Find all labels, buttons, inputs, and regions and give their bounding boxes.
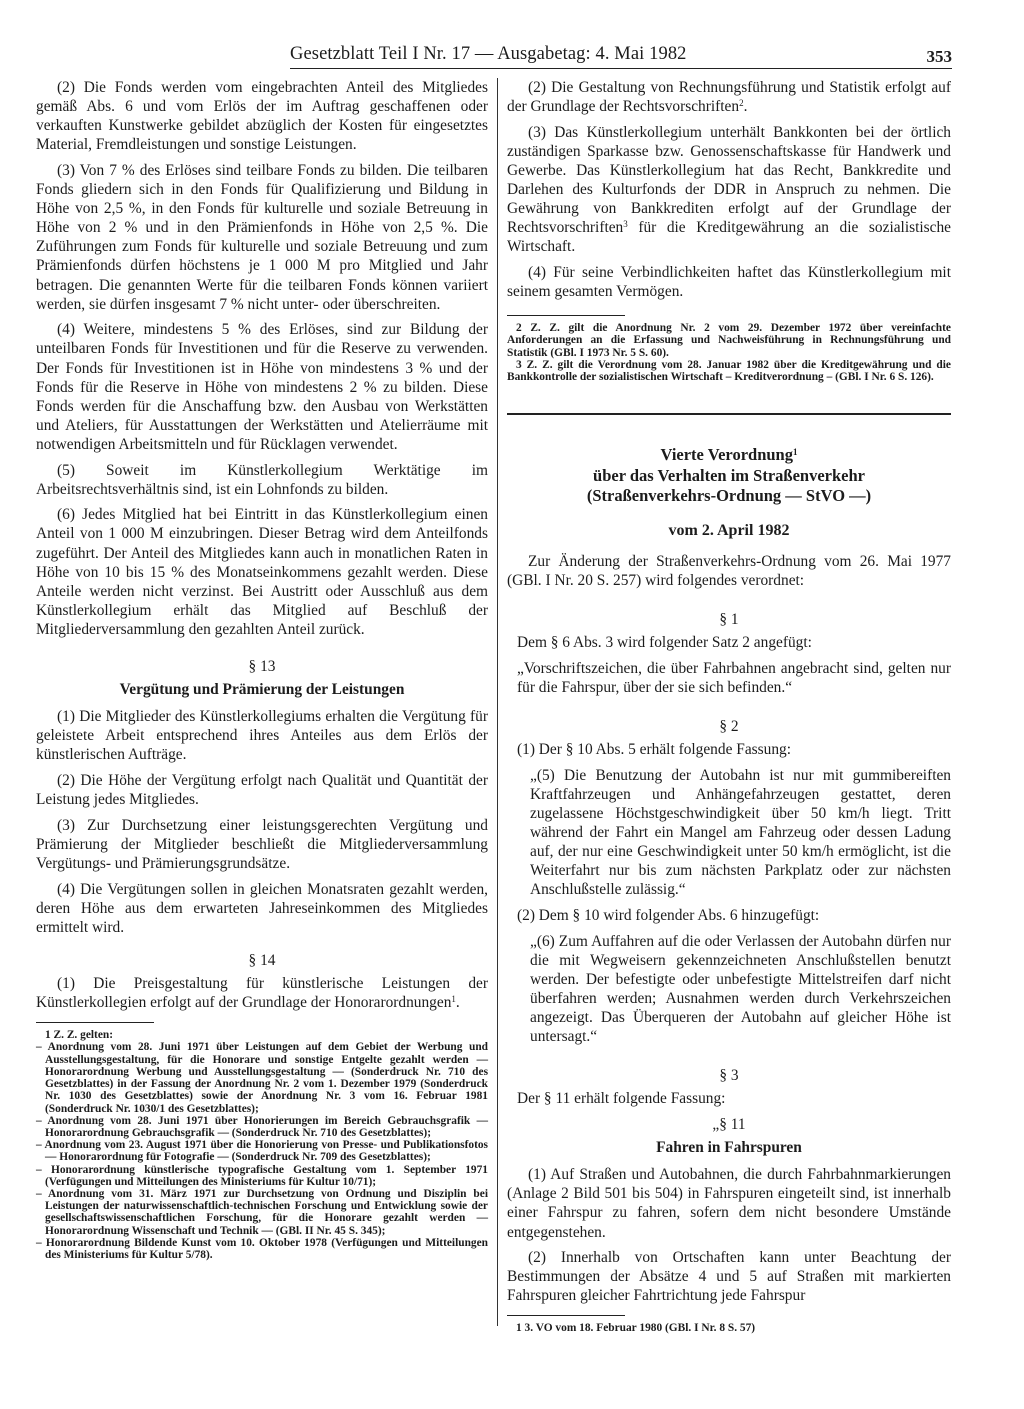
paragraph [507,123,951,257]
section-heading-11: „§ 11 [712,1116,746,1134]
column-divider [497,78,498,1326]
footnote-rule [36,1022,154,1023]
section-heading-3: § 3 [719,1067,739,1085]
footnote: – Anordnung vom 31. März 1971 zur Durchsetzung von Ordnung und Disziplin bei Leistungen der naturwissenschaftlich-technischen Forschung und Entwicklung sowie der gesellschaftswissenschaftlichen Forschung, für die Honorare gezahlt werden — Honorarordnung Wissenschaft und Technik — (GBl. II Nr. 45 S. 345); [36,1187,488,1237]
decree-separator [507,413,951,415]
footnote: 2 Z. Z. gilt die Anordnung Nr. 2 vom 29. Dezember 1972 über vereinfachte Anforderungen an die Erfassung und Nachweisführung in Rechnungsführung und Statistik (GBl. I 1973 Nr. 5 S. 60). [507,322,951,359]
left-column [36,78,488,1261]
footnotes-right [507,322,951,383]
header-rule [290,68,952,69]
paragraph-end: . [743,98,748,116]
footnote: – Honorarordnung künstlerische typografische Gestaltung vom 1. September 1971 (Verfügungen und Mitteilungen des Ministeriums für Kultur 10/71); [36,1163,488,1188]
footnote: 1 Z. Z. gelten: [45,1029,114,1042]
footnote-ref: 2 [739,98,744,109]
paragraph: (1) Der § 10 Abs. 5 erhält folgende Fassung: [517,741,791,759]
section-title-11: Fahren in Fahrspuren [656,1139,802,1157]
footnote: – Anordnung vom 28. Juni 1971 über Honorierungen im Bereich Gebrauchsgrafik — Honorarordnung Gebrauchsgrafik — (Sonderdruck Nr. 710 des Gesetzblattes); [36,1114,488,1139]
decree-title-line: über das Verhalten im Straßenverkehr [593,465,865,485]
footnote-ref: 1 [451,994,456,1005]
footnote-ref: 1 [792,447,798,458]
paragraph-end: . [455,994,460,1012]
footnote: – Anordnung vom 23. August 1971 über die Honorierung von Presse- und Publikationsfotos — Honorarordnung für Fotografie — (Sonderdruck Nr. 709 des Gesetzblattes); [36,1139,488,1164]
section-heading-2: § 2 [719,717,739,735]
section-heading-13: § 13 [248,658,276,675]
section-title-13: Vergütung und Prämierung der Leistungen [119,681,405,699]
paragraph: Dem § 6 Abs. 3 wird folgender Satz 2 angefügt: [517,634,812,652]
decree-title [507,445,951,466]
paragraph-text: (2) Die Gestaltung von Rechnungsführung und Statistik erfolgt auf der Grundlage der Rechtsvorschriften [507,79,951,116]
paragraph: (4) Die Vergütungen sollen in gleichen Monatsraten gezahlt werden, deren Höhe aus dem erwarteten Jahreseinkommen des Mitgliedes ermittelt wird. [36,880,488,936]
paragraph: „(6) Zum Auffahren auf die oder Verlassen der Autobahn dürfen nur die mit Wegweisern gekennzeichneten Anschlußstellen benutzt werden. Der befestigte oder unbefestigte Mittelstreifen darf nicht überfahren werden; Ausnahmen werden durch Verkehrszeichen angezeigt. Das Überqueren der Autobahn auf gleicher Höhe ist untersagt.“ [530,932,951,1046]
page-header [290,44,952,68]
paragraph: (4) Weitere, mindestens 5 % des Erlöses, sind zur Bildung der unteilbaren Fonds für Investitionen und für die Reserve zu verwenden. Der Fonds für Investitionen ist in Höhe von mindestens 3 % und der Fonds für die Reserve in Höhe von mindestens 2 % zu bilden. Diese Fonds werden für die Anschaffung bzw. den Ausbau von Werkstätten und Ateliers, für Ausstattungen der Werkstätten und Atelierräume mit notwendigen Arbeitsmitteln und für Rücklagen verwendet. [36,321,488,453]
paragraph: (1) Die Mitglieder des Künstlerkollegiums erhalten die Vergütung für geleistete Arbeit entsprechend ihres Anteiles aus dem Erlös der künstlerischen Aufträge. [36,708,488,764]
paragraph: (2) Die Höhe der Vergütung erfolgt nach Qualität und Quantität der Leistung jedes Mitgliedes. [36,772,488,809]
footnote: – Anordnung vom 28. Juni 1971 über Leistungen auf dem Gebiet der Werbung und Ausstellungsgestaltung, für die Honorare und sonstige Entgelte gezahlt werden — Honorarordnung Werbung und Ausstellungsgestaltung — (Sonderdruck Nr. 710 des Gesetzblattes) in der Fassung der Anordnung Nr. 2 vom 1. Dezember 1979 (Sonderdruck Nr. 1030 des Gesetzblattes) sowie der Anordnung Nr. 3 vom 16. Februar 1981 (Sonderdruck Nr. 1030/1 des Gesetzblattes); [36,1041,488,1115]
paragraph-text: (1) Die Preisgestaltung für künstlerische Leistungen der Künstlerkollegien erfolgt auf der Grundlage der Honorarordnungen [36,975,488,1012]
paragraph [507,78,951,116]
header-title: Gesetzblatt Teil I Nr. 17 — Ausgabetag: 4. Mai 1982 [290,44,687,64]
footnotes-decree [507,1322,951,1334]
paragraph: (5) Soweit im Künstlerkollegium Werktätige im Arbeitsrechtsverhältnis sind, ist ein Lohnfonds zu bilden. [36,461,488,498]
decree-date: vom 2. April 1982 [668,521,790,539]
paragraph: (2) Innerhalb von Ortschaften kann unter Beachtung der Bestimmungen der Absätze 4 und 5 auf Straßen mit markierten Fahrspuren gleicher Fahrtrichtung jede Fahrspur [507,1249,951,1305]
paragraph: „(5) Die Benutzung der Autobahn ist nur mit gummibereiften Kraftfahrzeugen und Anhängefahrzeugen gestattet, deren zugelassene Höchstgeschwindigkeit über 50 km/h liegt. Tritt während der Fahrt ein Mangel am Fahrzeug oder dessen Ladung auf, der nur eine Geschwindigkeit unter 50 km/h ermöglicht, ist die Weiterfahrt nur bis zum nächsten Parkplatz oder zur nächsten Anschlußstelle zulässig.“ [530,766,951,899]
paragraph: (1) Auf Straßen und Autobahnen, die durch Fahrbahnmarkierungen (Anlage 2 Bild 501 bis 504) in Fahrspuren eingeteilt sind, ist innerhalb einer Fahrspur zu fahren, sofern dem nicht besondere Umstände entgegenstehen. [507,1166,951,1241]
footnote: 3 Z. Z. gilt die Verordnung vom 28. Januar 1982 über die Kreditgewährung und die Bankkontrolle der sozialistischen Wirtschaft – Kreditverordnung – (GBl. I Nr. 6 S. 126). [507,358,951,384]
footnotes-left [36,1029,488,1261]
footnote: 1 3. VO vom 18. Februar 1980 (GBl. I Nr. 8 S. 57) [516,1322,756,1335]
footnote: – Honorarordnung Bildende Kunst vom 10. Oktober 1978 (Verfügungen und Mitteilungen des Ministeriums für Kultur 5/78). [36,1236,488,1261]
paragraph: Zur Änderung der Straßenverkehrs-Ordnung vom 26. Mai 1977 (GBl. I Nr. 20 S. 257) wird folgendes verordnet: [507,552,951,589]
footnote-rule [507,1315,625,1316]
paragraph: „Vorschriftszeichen, die über Fahrbahnen angebracht sind, gelten nur für die Fahrspur, über der sie sich befinden.“ [517,659,951,696]
paragraph: (3) Zur Durchsetzung einer leistungsgerechten Vergütung und Prämierung der Mitglieder beschließt die Mitgliederversammlung Vergütungs- und Prämierungsgrundsätze. [36,816,488,873]
right-column [507,78,951,1335]
footnote-ref: 3 [623,219,628,230]
paragraph: (3) Von 7 % des Erlöses sind teilbare Fonds zu bilden. Die teilbaren Fonds gliedern sich in den Fonds für Qualifizierung und Bildung in Höhe von 2,5 %, in den Fonds für kulturelle und soziale Betreuung in Höhe von 2 % und in den Prämienfonds in Höhe von 2,5 %. Die Zuführungen zum Fonds für kulturelle und soziale Betreuung und zum Prämienfonds dürfen höchstens je 1 000 M pro Mitglied und Jahr betragen. Die genannten Werte für die teilbaren Fonds können variiert werden, sie dürfen insgesamt 7 % nicht unter- oder überschreiten. [36,161,488,313]
footnote-rule [507,315,625,316]
paragraph: (6) Jedes Mitglied hat bei Eintritt in das Künstlerkollegium einen Anteil von 1 000 M einzubringen. Dieser Betrag wird dem Anteilfonds zugeführt. Der Anteil des Mitgliedes kann auch in monatlichen Raten in Höhe von 10 bis 15 % des Monatseinkommens gezahlt werden. Diese Anteile werden nicht verzinst. Bei Austritt oder Ausschluß aus dem Künstlerkollegium erhält das Mitglied auf Beschluß der Mitgliederversammlung den gezahlten Anteil zurück. [36,506,488,638]
paragraph: Der § 11 erhält folgende Fassung: [517,1090,726,1108]
page-number: 353 [926,47,952,66]
paragraph [36,974,488,1012]
paragraph: (2) Dem § 10 wird folgender Abs. 6 hinzugefügt: [517,907,820,925]
paragraph-text: (3) Das Künstlerkollegium unterhält Bankkonten bei der örtlich zuständigen Sparkasse bzw. Genossenschaftskasse für Handwerk und Gewerbe. Das Künstlerkollegium hat das Recht, Bankkredite und Darlehen des Kulturfonds der DDR in Anspruch zu nehmen. Die Gewährung von Bankkrediten erfolgt auf der Grundlage der Rechtsvorschriften [507,123,951,237]
paragraph-text: für die Kreditgewährung an die sozialistische Wirtschaft. [507,219,951,256]
decree-title-line: Vierte Verordnung [660,445,793,465]
paragraph: (2) Die Fonds werden vom eingebrachten Anteil des Mitgliedes gemäß Abs. 6 und vom Erlös der im Auftrag geschaffenen oder verkauften Kunstwerke gebildet abzüglich der Kosten für eingesetztes Material, Fremdleistungen und sonstige Leistungen. [36,79,488,154]
section-heading-14: § 14 [248,952,276,969]
section-heading-1: § 1 [719,611,739,629]
decree-title-line: (Straßenverkehrs-Ordnung — StVO —) [586,486,872,506]
paragraph: (4) Für seine Verbindlichkeiten haftet das Künstlerkollegium mit seinem gesamten Vermögen. [507,264,951,301]
